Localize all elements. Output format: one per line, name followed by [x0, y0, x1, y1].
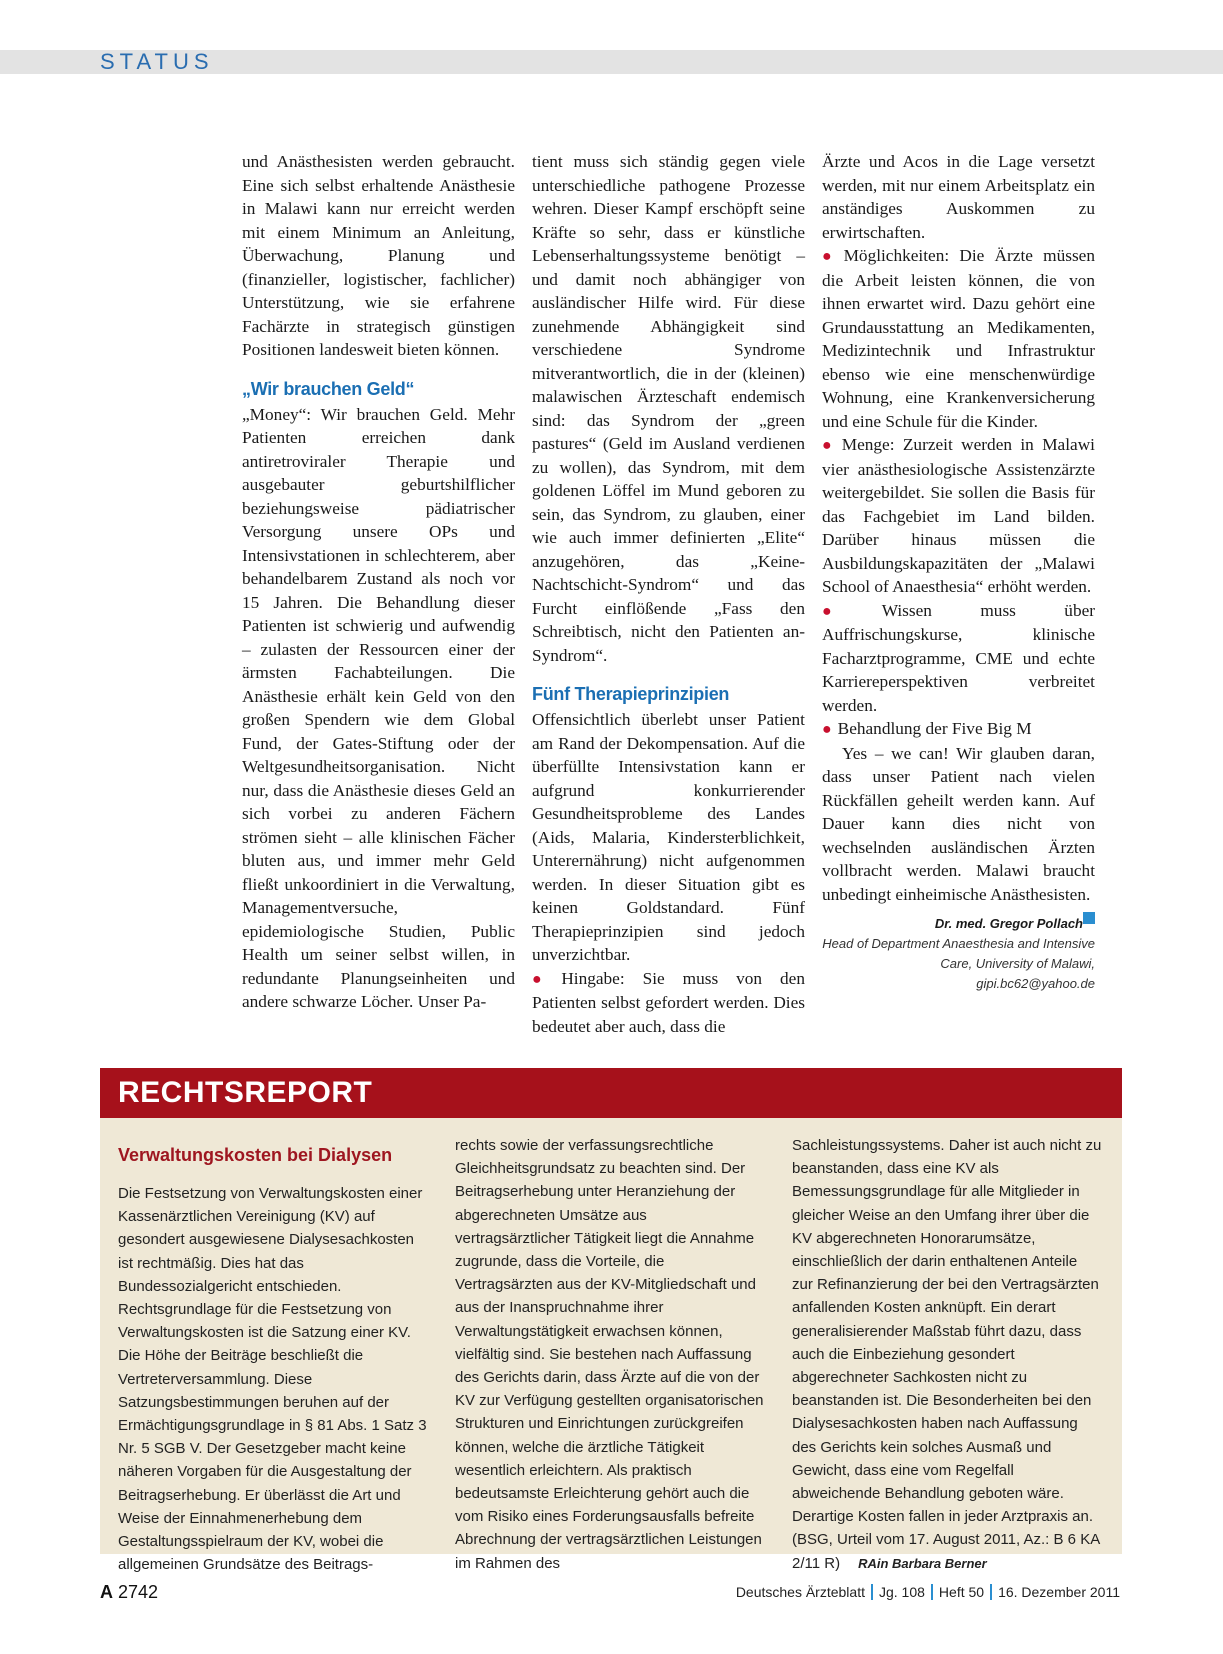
subheading-money: „Wir brauchen Geld“: [242, 378, 415, 399]
paragraph: und Anästhesisten werden gebraucht. Eine sich selbst erhaltende Anästhesie in Malawi kann nur erreicht werden mit einem Minimum an Anleitung, Überwachung, Planung und (finanzieller, logistischer, fachlicher) Unterstützung, wie sie erfahrene Fachärzte in strategisch günstigen Positionen landesweit bieten können.: [242, 152, 515, 359]
rechtsreport-column-2: [455, 1134, 765, 1575]
journal-issue: Heft 50: [938, 1584, 985, 1600]
paragraph: „Money“: Wir brauchen Geld. Mehr Patienten erreichen dank antiretroviraler Therapie und ausgebauter geburtshilflicher beziehungsweise pädiatrischer Versorgung unsere OPs und Intensivstationen in schlechterem, aber behandelbarem Zustand als noch vor 15 Jahren. Die Behandlung dieser Patienten ist schwierig und aufwendig – zulasten der Ressourcen einer der ärmsten Fachabteilungen. Die Anästhesie erhält kein Geld von den großen Spendern wie dem Global Fund, der Gates-Stiftung oder der Weltgesundheitsorganisation. Nicht nur, dass die Anästhesie dieses Geld an sich vorbei zu anderen Fächern strömen sieht – alle klinischen Fächer bluten aus, und immer mehr Geld fließt unkoordiniert in die Verwaltung, Managementversuche, epidemiologische Studien, Public Health um seiner selbst willen, in redundante Planungseinheiten und andere schwarze Löcher. Unser Pa-: [242, 404, 515, 1011]
paragraph: Offensichtlich überlebt unser Patient am Rand der Dekompensation. Auf die überfüllte Intensivstation kann er aufgrund konkurrierender Gesundheitsprobleme des Landes (Aids, Malaria, Kindersterblichkeit, Unterernährung) nicht aufgenommen werden. In dieser Situation gibt es keinen Goldstandard. Fünf Therapieprinzipien sind jedoch unverzichtbar.: [532, 710, 805, 964]
author-affiliation: Care, University of Malawi, gipi.bc62@yahoo.de: [940, 956, 1095, 991]
section-label: STATUS: [100, 49, 214, 74]
subheading-principles: Fünf Therapieprinzipien: [532, 684, 730, 704]
author-name: Dr. med. Gregor Pollach: [934, 916, 1083, 931]
paragraph: Sachleistungssystems. Daher ist auch nicht zu beanstanden, dass eine KV als Bemessungsgrundlage für alle Mitglieder in gleicher Weise an den Umfang ihrer über die KV abgerechneten Honorarumsätze, einschließlich der darin enthaltenen Anteile zur Refinanzierung der bei den Vertragsärzten anfallenden Kosten anknüpft. Ein derart generalisierender Maßstab führt dazu, dass auch die Einbeziehung gesondert abgerechneter Sachkosten nicht zu beanstanden ist. Die Besonderheiten bei den Dialysesachkosten haben nach Auffassung des Gerichts kein solches Ausmaß und Gewicht, dass eine vom Regelfall abweichende Behandlung geboten wäre. Derartige Kosten fallen in jeder Arztpraxis an. (BSG, Urteil vom 17. August 2011, Az.: B 6 KA 2/11 R) RAin Barbara Berner: [792, 1137, 1102, 1572]
bullet-paragraph: ● Hingabe: Sie muss von den Patienten selbst gefordert werden. Dies bedeutet aber auch, dass die: [532, 968, 805, 1036]
article-column-2: [532, 150, 805, 1038]
bullet-icon: ●: [822, 248, 838, 265]
journal-date: 16. Dezember 2011: [998, 1584, 1120, 1600]
journal-name: Deutsches Ärzteblatt: [735, 1584, 865, 1600]
bullet-paragraph: ● Menge: Zurzeit werden in Malawi vier anästhesiologische Assistenzärzte weitergebildet. Sie sollen die Basis für das Fachgebiet im Land bilden. Darüber hinaus müssen die Ausbildungskapazitäten der „Malawi School of Anaesthesia“ erhöht werden.: [822, 435, 1095, 596]
rechtsreport-column-3: [792, 1134, 1102, 1575]
separator: [990, 1584, 992, 1600]
article-column-1: [242, 150, 515, 1014]
article-column-3: [822, 150, 1095, 994]
bullet-icon: ●: [822, 437, 836, 454]
author-block: [822, 914, 1095, 994]
rechtsreport-title: RECHTSREPORT: [118, 1076, 373, 1109]
paragraph: rechts sowie der verfassungsrechtliche Gleichheitsgrundsatz zu beachten sind. Der Beitragserhebung unter Heranziehung der abgerechneten Umsätze aus vertragsärztlicher Tätigkeit liegt die Annahme zugrunde, dass die Vorteile, die Vertragsärzten aus der KV-Mitgliedschaft und aus der Inanspruchnahme ihrer Verwaltungstätigkeit erwachsen können, vielfältig sind. Sie bestehen nach Auffassung des Gerichts darin, dass Ärzte auf die von der KV zur Verfügung gestellten organisatorischen Strukturen und Einrichtungen zurückgreifen können, welche die ärztliche Tätigkeit wesentlich erleichtern. Als praktisch bedeutsamste Erleichterung gehört auch die vom Risiko eines Forderungsausfalls befreite Abrechnung der vertragsärztlichen Leistungen im Rahmen des: [455, 1137, 764, 1572]
rechtsreport-signature: RAin Barbara Berner: [858, 1555, 987, 1571]
paragraph: Yes – we can! Wir glauben daran, dass unser Patient nach vielen Rückfällen geheilt werden kann. Auf Dauer kann dies nicht von wechselnden ausländischen Ärzten vollbracht werden. Malawi braucht unbedingt einheimische Anästhesisten.: [822, 742, 1095, 907]
end-mark-icon: [1083, 912, 1095, 924]
paragraph: Ärzte und Acos in die Lage versetzt werden, mit nur einem Arbeitsplatz ein anständiges Auskommen zu erwirtschaften.: [822, 152, 1095, 242]
rechtsreport-column-1: [118, 1142, 428, 1576]
journal-info: [736, 1584, 1120, 1600]
bullet-paragraph: ● Möglichkeiten: Die Ärzte müssen die Arbeit leisten können, die von ihnen erwartet wird. Dazu gehört eine Grundausstattung an Medikamenten, Medizintechnik und Infrastruktur ebenso wie eine menschenwürdige Wohnung, eine Krankenversicherung und eine Schule für die Kinder.: [822, 246, 1095, 431]
bullet-icon: ●: [532, 970, 556, 988]
bullet-paragraph: ● Behandlung der Five Big M: [822, 719, 1032, 738]
separator: [931, 1584, 933, 1600]
page-number: A 2742: [100, 1582, 159, 1602]
bullet-icon: ●: [822, 602, 876, 620]
author-affiliation: Head of Department Anaesthesia and Intensive: [822, 936, 1095, 951]
bullet-paragraph: ● Wissen muss über Auffrischungskurse, klinische Facharztprogramme, CME und echte Karriereperspektiven verbreitet werden.: [822, 600, 1096, 715]
paragraph: Die Festsetzung von Verwaltungskosten einer Kassenärztlichen Vereinigung (KV) auf gesondert ausgewiesene Dialysesachkosten ist rechtmäßig. Dies hat das Bundessozialgericht entschieden. Rechtsgrundlage für die Festsetzung von Verwaltungskosten ist die Satzung einer KV. Die Höhe der Beiträge beschließt die Vertreterversammlung. Diese Satzungsbestimmungen beruhen auf der Ermächtigungsgrundlage in § 81 Abs. 1 Satz 3 Nr. 5 SGB V. Der Gesetzgeber macht keine näheren Vorgaben für die Ausgestaltung der Beitragserhebung. Er überlässt die Art und Weise der Einnahmenerhebung dem Gestaltungsspielraum der KV, wobei die allgemeinen Grundsätze des Beitrags-: [118, 1185, 427, 1574]
paragraph: tient muss sich ständig gegen viele unterschiedliche pathogene Prozesse wehren. Dieser Kampf erschöpft seine Kräfte so sehr, dass er künstliche Lebenserhaltungssysteme benötigt – und damit noch abhängiger von ausländischer Hilfe wird. Für diese zunehmende Abhängigkeit sind verschiedene Syndrome mitverantwortlich, die in der (kleinen) malawischen Ärzteschaft endemisch sind: das Syndrom der „green pastures“ (Geld im Ausland verdienen zu wollen), das Syndrom, mit dem goldenen Löffel im Mund geboren zu sein, das Syndrom, zu glauben, einer wie auch immer definierten „Elite“ anzugehören, das „Keine-Nachtschicht-Syndrom“ und das Furcht einflößende „Fass den Schreibtisch, nicht den Patienten an-Syndrom“.: [532, 152, 805, 665]
rechtsreport-heading: Verwaltungskosten bei Dialysen: [118, 1145, 393, 1165]
journal-volume: Jg. 108: [878, 1584, 925, 1600]
bullet-icon: ●: [822, 721, 832, 738]
separator: [871, 1584, 873, 1600]
